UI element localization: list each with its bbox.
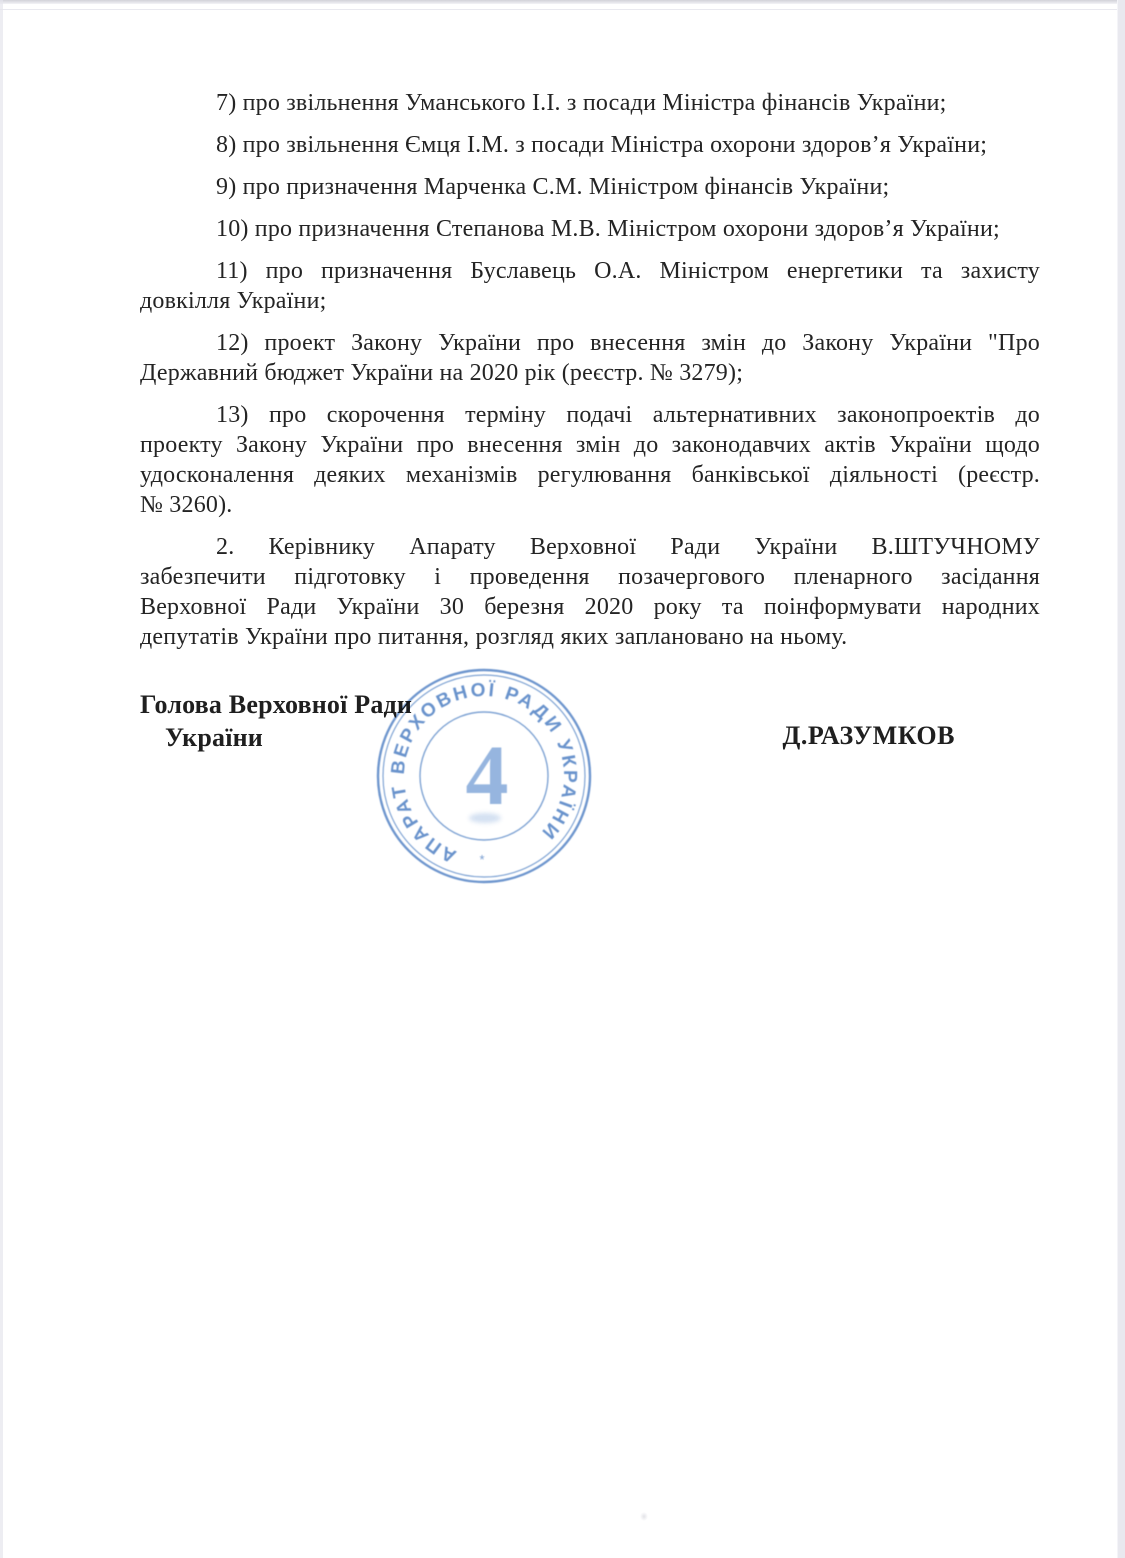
text-line: 9) про призначення Марченка С.М. Міністром фінансів України;	[216, 174, 890, 200]
document-body	[140, 88, 1040, 754]
stamp-ink-smudge	[469, 813, 501, 823]
text-line: 12) проект Закону України про внесення змін до Закону України "Про	[216, 330, 1040, 356]
paragraph-item-11	[140, 256, 1040, 316]
page-right-edge	[1117, 0, 1125, 1558]
text-line: 13) про скорочення терміну подачі альтернативних законопроектів до	[216, 402, 1040, 428]
scan-artifact	[640, 1512, 648, 1521]
page-left-edge	[0, 0, 3, 1558]
stamp-ring-text: АПАРАТ ВЕРХОВНОЇ РАДИ УКРАЇНИ	[387, 679, 581, 867]
paragraph-item-12	[140, 328, 1040, 388]
paragraph-item-13	[140, 400, 1040, 520]
text-line: № 3260).	[140, 492, 233, 518]
stamp-separator-star: *	[479, 852, 485, 867]
paragraph-item-2	[140, 532, 1040, 652]
text-line: удосконалення деяких механізмів регулювання банківської діяльності (реєстр.	[140, 462, 1040, 488]
page-top-hairline	[0, 9, 1125, 10]
official-round-stamp	[374, 666, 594, 886]
text-line: 8) про звільнення Ємця І.М. з посади Міністра охорони здоров’я України;	[216, 132, 988, 158]
text-line: 7) про звільнення Уманського І.І. з посади Міністра фінансів України;	[216, 90, 947, 116]
text-line: 2. Керівнику Апарату Верховної Ради України В.ШТУЧНОМУ	[216, 534, 1040, 560]
page-top-edge	[0, 0, 1125, 4]
stamp-page-number: 4	[465, 727, 509, 823]
text-line: 10) про призначення Степанова М.В. Міністром охорони здоров’я України;	[216, 216, 1000, 242]
text-line: 11) про призначення Буславець О.А. Міністром енергетики та захисту	[216, 258, 1040, 284]
signer-name: Д.РАЗУМКОВ	[782, 721, 955, 750]
paragraph-item-8	[140, 130, 1040, 160]
text-line: Державний бюджет України на 2020 рік (реєстр. № 3279);	[140, 360, 744, 386]
text-line: забезпечити підготовку і проведення позачергового пленарного засідання	[140, 564, 1040, 590]
signer-title-line1: Голова Верховної Ради	[140, 690, 413, 719]
paragraph-item-9	[140, 172, 1040, 202]
text-line: Верховної Ради України 30 березня 2020 року та поінформувати народних	[140, 594, 1040, 620]
text-line: довкілля України;	[140, 288, 327, 314]
paragraph-item-10	[140, 214, 1040, 244]
signer-title	[140, 688, 412, 754]
signer-title-line2: України	[165, 723, 263, 752]
text-line: проекту Закону України про внесення змін до законодавчих актів України щодо	[140, 432, 1040, 458]
text-line: депутатів України про питання, розгляд яких заплановано на ньому.	[140, 624, 848, 650]
paragraph-item-7	[140, 88, 1040, 118]
